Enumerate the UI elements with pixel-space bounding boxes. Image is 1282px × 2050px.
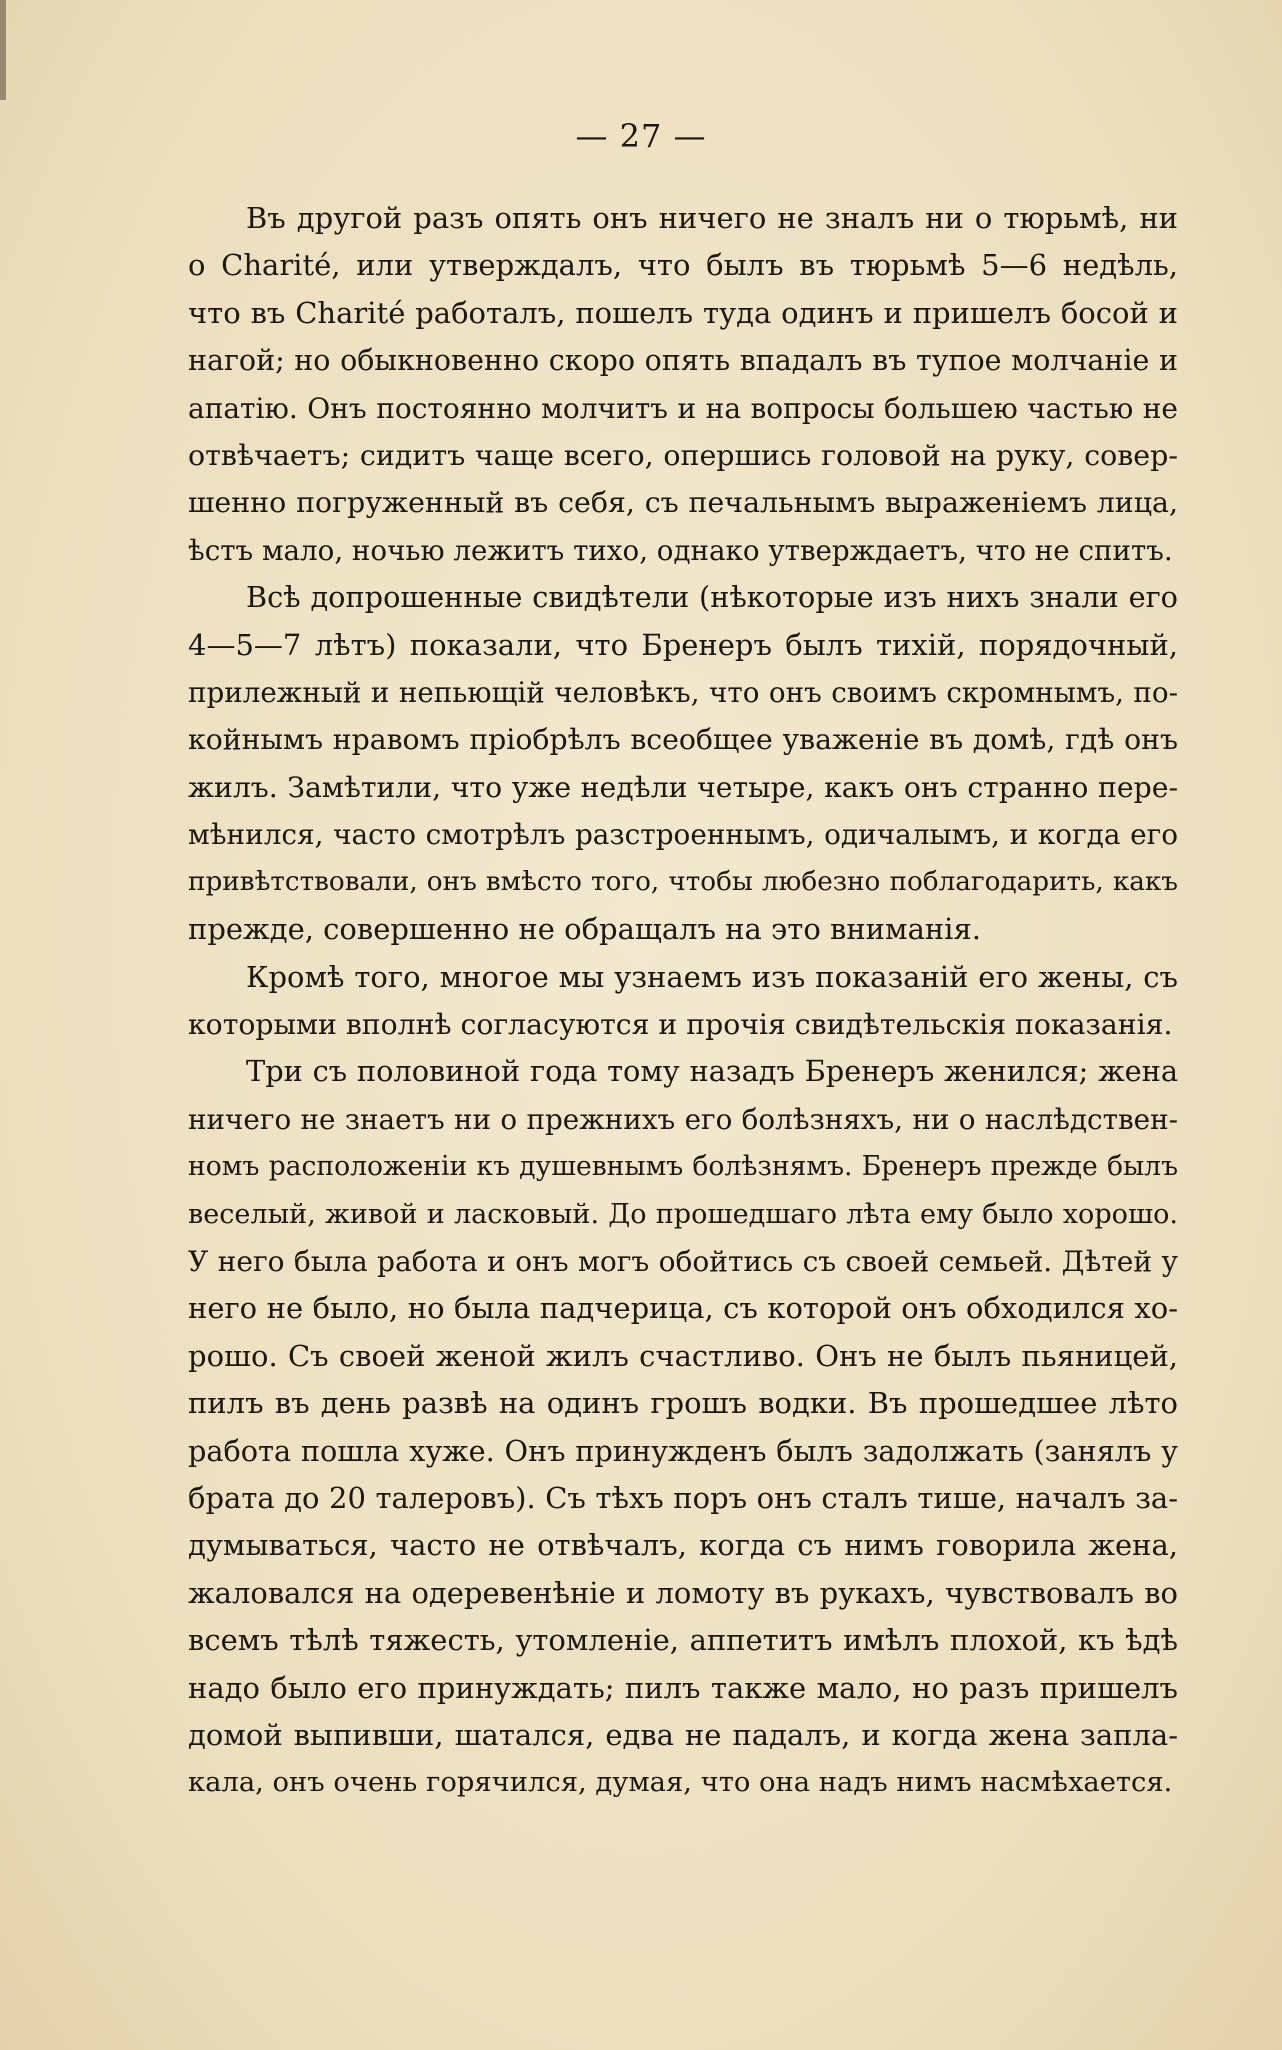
- text-line: пилъ въ день развѣ на одинъ грошъ водки. Въ прошедшее лѣто: [188, 1386, 1178, 1421]
- text-line: прежде, совершенно не обращалъ на это вниманія.: [188, 912, 981, 947]
- paragraph-4: [188, 1048, 1178, 1807]
- text-line: ѣстъ мало, ночью лежитъ тихо, однако утверждаетъ, что не спитъ.: [188, 533, 1173, 567]
- text-line: Три съ половиной года тому назадъ Бренеръ женился; жена: [246, 1054, 1178, 1089]
- paragraph-1: [188, 195, 1178, 574]
- text-line: нагой; но обыкновенно скоро опять впадалъ въ тупое молчаніе и: [188, 344, 1178, 378]
- text-line: отвѣчаетъ; сидитъ чаще всего, опершись головой на руку, совер-: [188, 439, 1178, 473]
- text-line: что въ Charité работалъ, пошелъ туда одинъ и пришелъ босой и: [188, 295, 1178, 330]
- text-line: Всѣ допрошенные свидѣтели (нѣкоторые изъ нихъ знали его: [246, 580, 1178, 615]
- text-line: шенно погруженный въ себя, съ печальнымъ выраженіемъ лица,: [188, 486, 1178, 520]
- text-line: него не было, но была падчерица, съ которой онъ обходился хо-: [188, 1291, 1178, 1326]
- text-line: привѣтствовали, онъ вмѣсто того, чтобы любезно поблагодарить, какъ: [188, 866, 1178, 897]
- page-number: — 27 —: [575, 117, 707, 155]
- text-line: брата до 20 талеровъ). Съ тѣхъ поръ онъ сталъ тише, началъ за-: [188, 1480, 1178, 1515]
- text-line: всемъ тѣлѣ тяжесть, утомленіе, аппетитъ имѣлъ плохой, къ ѣдѣ: [188, 1623, 1178, 1658]
- text-line: думываться, часто не отвѣчалъ, когда съ нимъ говорила жена,: [188, 1528, 1178, 1563]
- text-line: Кромѣ того, многое мы узнаемъ изъ показаній его жены, съ: [246, 959, 1178, 994]
- text-line: кала, онъ очень горячился, думая, что она надъ нимъ насмѣхается.: [188, 1767, 1173, 1799]
- body-text: [188, 195, 1178, 1807]
- page-edge-shadow: [0, 0, 6, 100]
- text-line: рошо. Съ своей женой жилъ счастливо. Онъ не былъ пьяницей,: [188, 1338, 1178, 1373]
- text-line: 4—5—7 лѣтъ) показали, что Бренеръ былъ тихій, порядочный,: [188, 627, 1178, 662]
- text-line: Въ другой разъ опять онъ ничего не зналъ ни о тюрьмѣ, ни: [246, 201, 1178, 235]
- text-line: надо было его принуждать; пилъ также мало, но разъ пришелъ: [188, 1670, 1178, 1705]
- text-line: работа пошла хуже. Онъ принужденъ былъ задолжать (занялъ у: [188, 1433, 1178, 1468]
- text-line: жилъ. Замѣтили, что уже недѣли четыре, какъ онъ странно пере-: [188, 770, 1178, 804]
- paragraph-3: [188, 954, 1178, 1049]
- text-line: апатію. Онъ постоянно молчитъ и на вопросы большею частью не: [188, 391, 1178, 425]
- text-line: жаловался на одеревенѣніе и ломоту въ рукахъ, чувствовалъ во: [188, 1575, 1178, 1610]
- text-line: мѣнился, часто смотрѣлъ разстроеннымъ, одичалымъ, и когда его: [188, 818, 1178, 852]
- text-line: У него была работа и онъ могъ обойтись съ своей семьей. Дѣтей у: [188, 1244, 1178, 1278]
- text-line: веселый, живой и ласковый. До прошедшаго лѣта ему было хорошо.: [188, 1198, 1178, 1230]
- text-line: домой выпивши, шатался, едва не падалъ, и когда жена запла-: [188, 1718, 1178, 1752]
- text-line: номъ расположеніи къ душевнымъ болѣзнямъ. Бренеръ прежде былъ: [188, 1151, 1178, 1183]
- text-line: прилежный и непьющій человѣкъ, что онъ своимъ скромнымъ, по-: [188, 676, 1178, 710]
- text-line: о Charité, или утверждалъ, что былъ въ тюрьмѣ 5—6 недѣль,: [188, 248, 1178, 283]
- paragraph-2: [188, 574, 1178, 953]
- text-line: ничего не знаетъ ни о прежнихъ его болѣзняхъ, ни о наслѣдствен-: [188, 1102, 1178, 1136]
- text-line: которыми вполнѣ согласуются и прочія свидѣтельскія показанія.: [188, 1007, 1173, 1041]
- text-line: койнымъ нравомъ пріобрѣлъ всеобщее уваженіе въ домѣ, гдѣ онъ: [188, 723, 1178, 757]
